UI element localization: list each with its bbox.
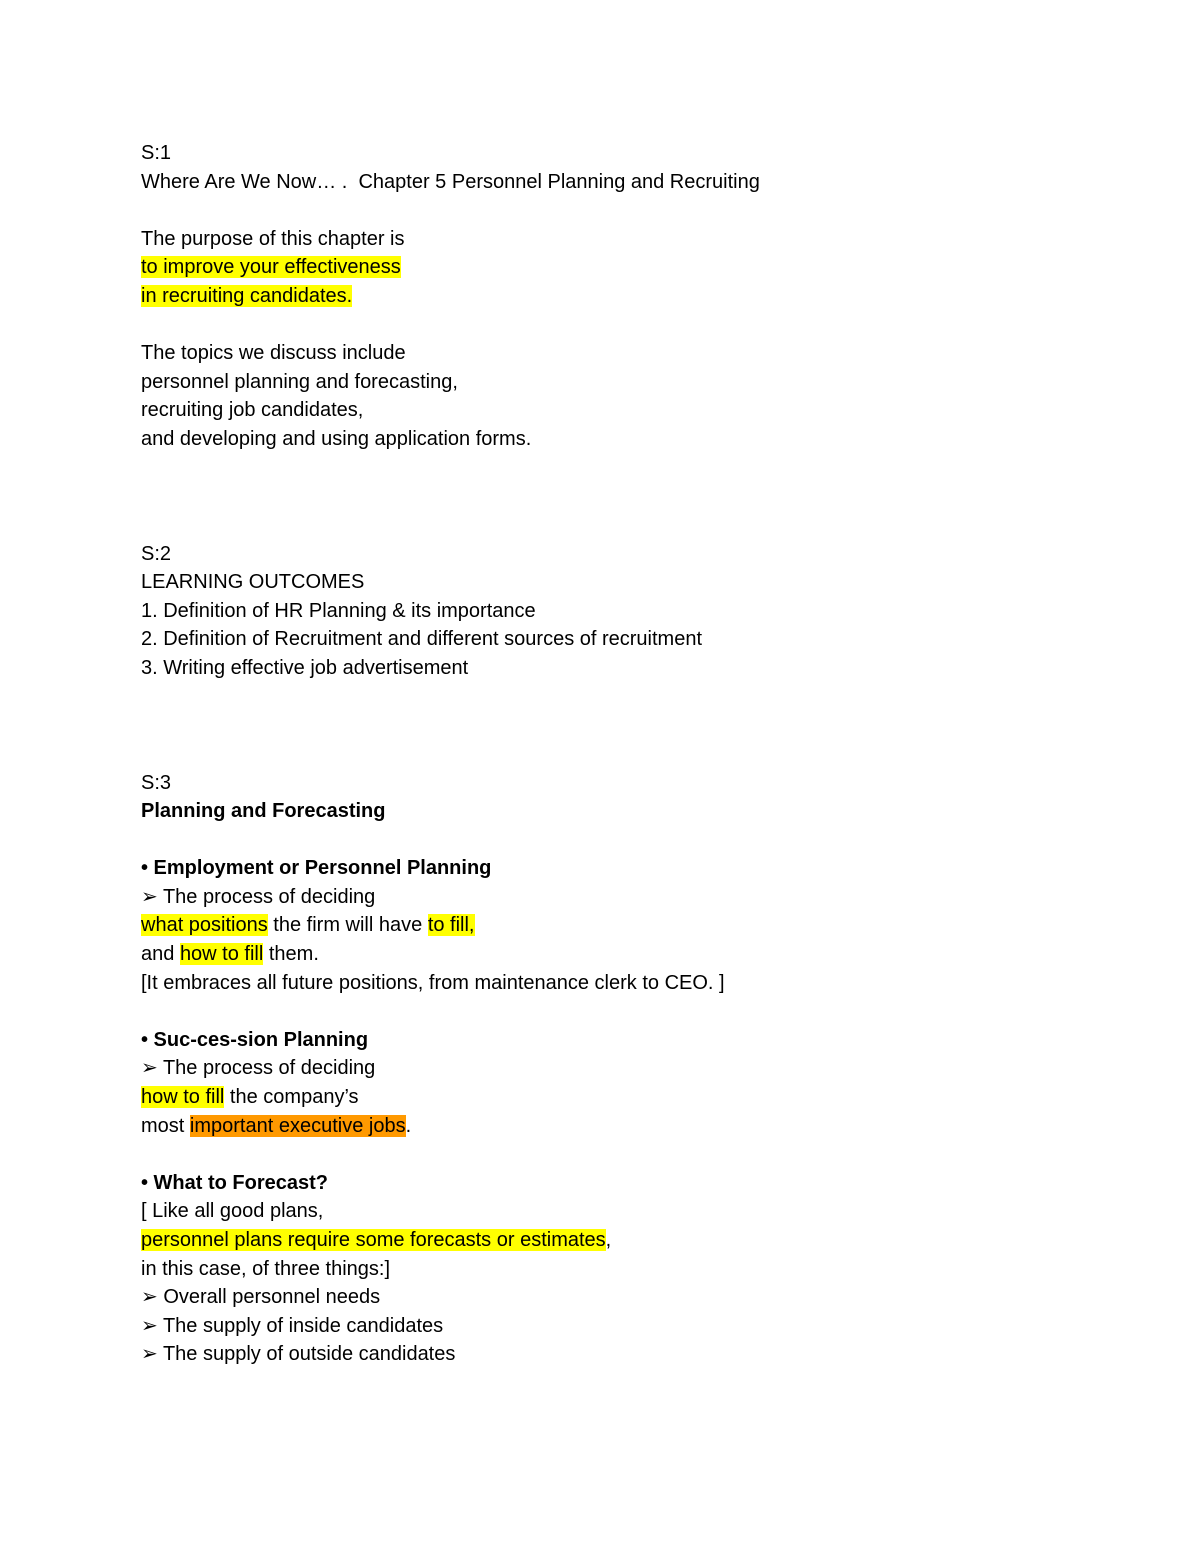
employment-line-2: what positions the firm will have to fill, [141,914,475,937]
employment-planning-heading: • Employment or Personnel Planning [141,857,492,880]
topic-item: personnel planning and forecasting, [141,370,458,393]
topic-item: and developing and using application forms. [141,427,532,450]
document-page [141,139,1141,1369]
slide-label-s3: S:3 [141,771,172,794]
succession-line-1: ➢ The process of deciding [141,1057,376,1080]
employment-line-4: [It embraces all future positions, from maintenance clerk to CEO. ] [141,971,725,994]
forecast-line-2: personnel plans require some forecasts or estimates, [141,1229,612,1251]
topic-item: recruiting job candidates, [141,399,364,422]
highlight-personnel-plans: personnel plans require some forecasts or estimates [141,1229,606,1251]
purpose-intro: The purpose of this chapter is [141,227,405,250]
forecast-item: ➢ Overall personnel needs [141,1286,381,1309]
employment-line-1: ➢ The process of deciding [141,885,376,908]
outcome-item: 3. Writing effective job advertisement [141,656,469,679]
outcome-item: 2. Definition of Recruitment and different sources of recruitment [141,628,703,651]
employment-line-3: and how to fill them. [141,943,319,966]
chapter-title-line: Where Are We Now… . Chapter 5 Personnel Planning and Recruiting [141,170,760,193]
purpose-highlight-2: in recruiting candidates. [141,284,353,307]
slide-label-s2: S:2 [141,542,172,565]
highlight-important-executive-jobs: important executive jobs [189,1114,406,1137]
purpose-highlight-1: to improve your effectiveness [141,256,401,279]
succession-line-3: most important executive jobs. [141,1114,412,1137]
highlight-how-to-fill: how to fill [179,943,264,966]
succession-line-2: how to fill the company’s [141,1086,359,1109]
outcome-item: 1. Definition of HR Planning & its importance [141,599,536,622]
forecast-item: ➢ The supply of inside candidates [141,1314,444,1337]
succession-planning-heading: • Suc-ces-sion Planning [141,1028,369,1051]
what-to-forecast-heading: • What to Forecast? [141,1171,329,1194]
forecast-item: ➢ The supply of outside candidates [141,1343,456,1366]
forecast-line-1: [ Like all good plans, [141,1200,324,1223]
highlight-to-fill: to fill, [427,914,475,937]
forecast-line-3: in this case, of three things:] [141,1257,391,1280]
highlight-what-positions: what positions [141,914,268,937]
slide-label-s1: S:1 [141,142,172,164]
topics-intro: The topics we discuss include [141,342,406,365]
highlight-how-to-fill: how to fill [141,1086,225,1109]
planning-forecasting-heading: Planning and Forecasting [141,800,386,823]
learning-outcomes-heading: LEARNING OUTCOMES [141,571,365,594]
